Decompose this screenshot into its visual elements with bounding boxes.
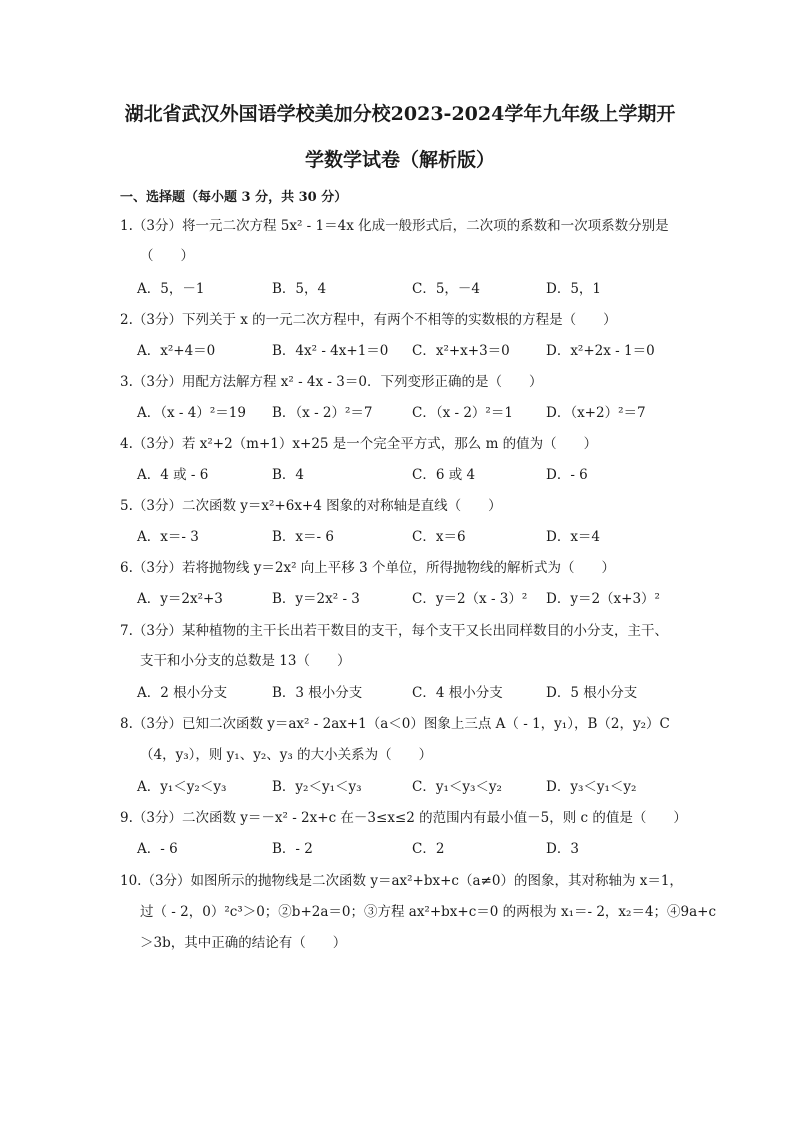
question-1-option-c: C．5，－4 — [412, 281, 481, 297]
exam-title-line1: 湖北省武汉外国语学校美加分校2023-2024学年九年级上学期开 — [124, 103, 676, 125]
question-8-stem-cont: （4，y₃），则 y₁、y₂、y₃ 的大小关系为（ ） — [140, 747, 433, 763]
question-4-stem: 4.（3分）若 x²+2（m+1）x+25 是一个完全平方式，那么 m 的值为（ ） — [120, 436, 598, 452]
question-6-option-c: C．y＝2（x - 3）² — [412, 591, 528, 607]
question-4-option-c: C．6 或 4 — [412, 467, 476, 483]
question-9-option-b: B．- 2 — [272, 841, 313, 857]
question-4-option-d: D．- 6 — [546, 467, 588, 483]
question-2-option-d: D．x²+2x - 1＝0 — [546, 343, 655, 359]
question-7-option-d: D．5 根小分支 — [546, 685, 638, 701]
question-3-option-a: A．（x - 4）²＝19 — [137, 405, 246, 421]
question-7-option-b: B．3 根小分支 — [272, 685, 363, 701]
question-8-option-c: C．y₁＜y₃＜y₂ — [412, 779, 502, 795]
question-3-option-c: C．（x - 2）²＝1 — [412, 405, 513, 421]
question-1-option-a: A．5，－1 — [137, 281, 205, 297]
question-2-option-b: B．4x² - 4x+1＝0 — [272, 343, 389, 359]
question-9-stem: 9.（3分）二次函数 y＝－x² - 2x+c 在－3≤x≤2 的范围内有最小值－5，则 c 的值是（ ） — [120, 810, 687, 826]
question-2-option-a: A．x²+4＝0 — [137, 343, 216, 359]
question-2-option-c: C．x²+x+3＝0 — [412, 343, 510, 359]
question-8-stem: 8.（3分）已知二次函数 y＝ax² - 2ax+1（a＜0）图象上三点 A（ - 1，y₁），B（2，y₂）C — [120, 716, 670, 732]
question-7-stem-cont: 支干和小分支的总数是 13（ ） — [140, 653, 351, 669]
question-9-option-d: D．3 — [546, 841, 579, 857]
question-10-stem-cont-2: ＞3b，其中正确的结论有（ ） — [140, 935, 347, 951]
question-6-stem: 6.（3分）若将抛物线 y＝2x² 向上平移 3 个单位，所得抛物线的解析式为（ ） — [120, 560, 615, 576]
question-1-stem-cont: （ ） — [140, 248, 194, 264]
question-9-option-a: A．- 6 — [137, 841, 178, 857]
question-8-option-d: D．y₃＜y₁＜y₂ — [546, 779, 637, 795]
question-3-option-d: D．（x+2）²＝7 — [546, 405, 646, 421]
question-5-option-b: B．x＝- 6 — [272, 529, 334, 545]
exam-title-line2: 学数学试卷（解析版） — [304, 149, 495, 171]
question-7-option-c: C．4 根小分支 — [412, 685, 503, 701]
question-1-option-d: D．5，1 — [546, 281, 602, 297]
question-4-option-a: A．4 或 - 6 — [137, 467, 209, 483]
question-8-option-b: B．y₂＜y₁＜y₃ — [272, 779, 362, 795]
section-heading: 一、选择题（每小题 3 分，共 30 分） — [120, 190, 348, 205]
question-7-stem: 7.（3分）某种植物的主干长出若干数目的支干，每个支干又长出同样数目的小分支，主干、 — [120, 623, 668, 639]
question-1-option-b: B．5，4 — [272, 281, 327, 297]
question-9-option-c: C．2 — [412, 841, 445, 857]
question-5-stem: 5.（3分）二次函数 y＝x²+6x+4 图象的对称轴是直线（ ） — [120, 498, 502, 514]
question-7-option-a: A．2 根小分支 — [137, 685, 228, 701]
question-10-stem-cont-1: 过（ - 2，0）²c³＞0；②b+2a＝0；③方程 ax²+bx+c＝0 的两根为 x₁＝- 2，x₂＝4；④9a+c — [140, 904, 717, 920]
question-8-option-a: A．y₁＜y₂＜y₃ — [137, 779, 227, 795]
question-3-option-b: B．（x - 2）²＝7 — [272, 405, 373, 421]
question-3-stem: 3.（3分）用配方法解方程 x² - 4x - 3＝0．下列变形正确的是（ ） — [120, 374, 543, 390]
question-10-stem: 10.（3分）如图所示的抛物线是二次函数 y＝ax²+bx+c（a≠0）的图象，其对称轴为 x＝1， — [120, 873, 683, 889]
question-1-stem: 1.（3分）将一元二次方程 5x² - 1＝4x 化成一般形式后，二次项的系数和一次项系数分别是 — [120, 218, 669, 234]
question-6-option-d: D．y＝2（x+3）² — [546, 591, 660, 607]
question-5-option-d: D．x＝4 — [546, 529, 601, 545]
question-6-option-b: B．y＝2x² - 3 — [272, 591, 360, 607]
question-4-option-b: B．4 — [272, 467, 305, 483]
question-5-option-a: A．x＝- 3 — [137, 529, 199, 545]
question-6-option-a: A．y＝2x²+3 — [137, 591, 223, 607]
question-5-option-c: C．x＝6 — [412, 529, 466, 545]
question-2-stem: 2.（3分）下列关于 x 的一元二次方程中，有两个不相等的实数根的方程是（ ） — [120, 312, 617, 328]
